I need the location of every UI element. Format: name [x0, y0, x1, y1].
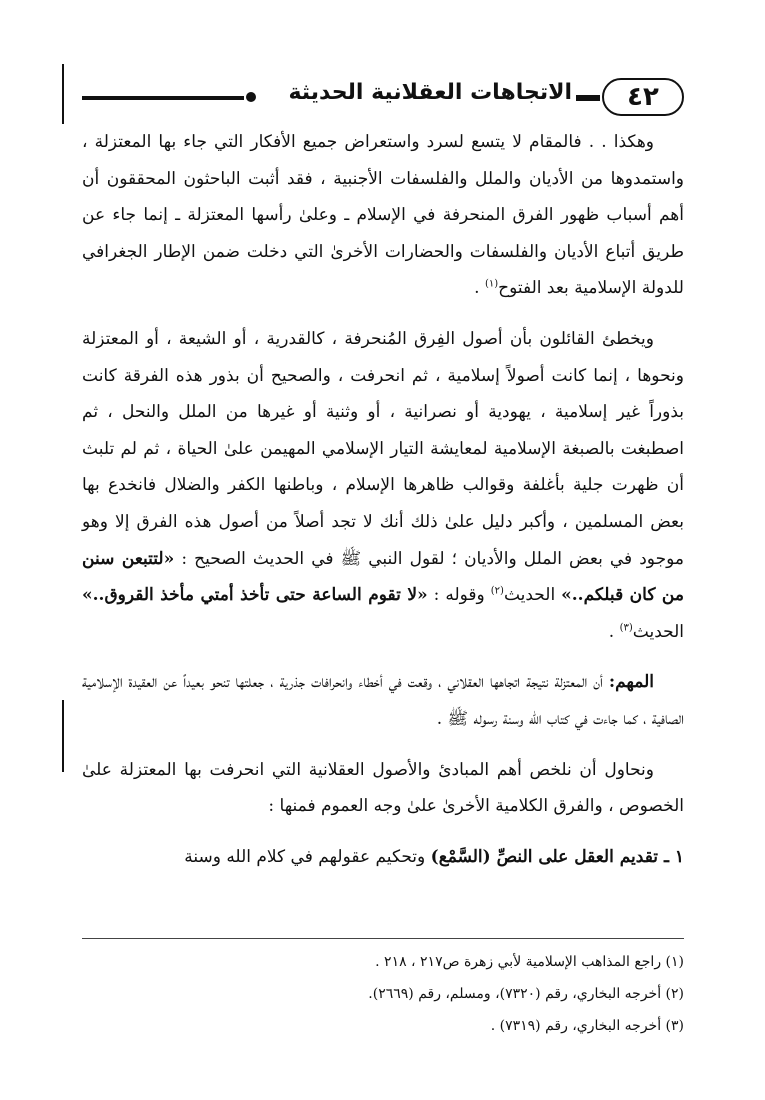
paragraph-3-lead: المهم: — [608, 672, 654, 693]
section-heading-1-title: ١ ـ تقديم العقل على النصِّ (السَّمْع) — [430, 846, 684, 867]
footnote-ref-2: (٢) — [490, 585, 504, 597]
paragraph-2-end: . — [608, 621, 620, 642]
footnote-ref-1: (١) — [484, 278, 499, 290]
paragraph-1 — [82, 124, 684, 307]
paragraph-2 — [82, 321, 684, 650]
footnote-1: (١) راجع المذاهب الإسلامية لأبي زهرة ص٢١٧ ، ٢١٨ . — [375, 954, 684, 970]
paragraph-2-mid-2: وقوله : — [427, 585, 491, 606]
paragraph-1-text: وهكذا . . فالمقام لا يتسع لسرد واستعراض جميع الأفكار التي جاء بها المعتزلة ، واستمدوها من الأديان والملل والفلسفات الأجنبية ، فقد أثبت الباحثون المحققون أن أهم أسباب ظهور الفرق المنحرفة في الإسلام ـ وعلىٰ رأسها المعتزلة ـ إنما جاء عن طريق أتباع الأديان والفلسفات والحضارات الأخرىٰ التي دخلت ضمن الإطار الجغرافي للدولة الإسلامية بعد الفتوح — [82, 132, 684, 299]
margin-rule-top — [62, 64, 64, 124]
paragraph-3-text: أن المعتزلة نتيجة اتجاهها العقلاني ، وقعت في أخطاء وانحرافات جذرية ، جعلتها تنحو بعيداً عن العقيدة الإسلامية الصافية ، كما جاءت في كتاب الله وسنة رسوله ﷺ . — [82, 672, 684, 729]
paragraph-2-mid-3: الحديث — [632, 621, 684, 642]
hadith-quote-1: «لتتبعن سنن من كان قبلكم..» — [82, 548, 684, 606]
section-heading-1 — [82, 839, 684, 876]
paragraph-2-text: ويخطئ القائلون بأن أصول الفِرق المُنحرفة ، كالقدرية ، أو الشيعة ، أو المعتزلة ونحوها ، إنما كانت أصولاً إسلامية ، ثم انحرفت ، والصحيح أن بذور هذه الفرقة كانت بذوراً غير إسلامية ، يهودية أو نصرانية ، أو وثنية أو غيرها من الملل والنحل ، ثم اصطبغت بالصبغة الإسلامية لمعايشة التيار الإسلامي المهيمن علىٰ الحياة ، ثم لم تلبث أن ظهرت جلية بأغلفة وقوالب ظاهرها الإسلام ، وباطنها الكفر والضلال فانخدع بها بعض المسلمين ، وأكبر دليل علىٰ ذلك أنك لا تجد أصلاً من أصول هذه الفرق إلا وهو موجود في بعض الملل والأديان ؛ لقول النبي ﷺ في الحديث الصحيح : — [82, 328, 684, 569]
page-header — [82, 72, 684, 122]
paragraph-1-end: . — [474, 278, 485, 299]
paragraph-3 — [82, 664, 684, 737]
page-number: ٤٢ — [602, 78, 684, 116]
header-ornament-bar — [576, 95, 600, 101]
footnotes — [82, 946, 684, 1042]
body-text — [82, 124, 684, 875]
footnote-3: (٣) أخرجه البخاري، رقم (٧٣١٩) . — [490, 1018, 684, 1034]
header-bullet-icon — [246, 92, 256, 102]
margin-rule-middle — [62, 700, 64, 772]
footnote-2: (٢) أخرجه البخاري، رقم (٧٣٢٠)، ومسلم، رقم (٢٦٦٩). — [368, 986, 684, 1002]
section-heading-1-rest: وتحكيم عقولهم في كلام الله وسنة — [184, 846, 431, 867]
hadith-quote-2: «لا تقوم الساعة حتى تأخذ أمتي مأخذ القروق..» — [82, 585, 428, 606]
footnote-ref-3: (٣) — [619, 622, 633, 634]
running-title: الاتجاهات العقلانية الحديثة — [288, 80, 572, 105]
header-rule — [82, 96, 244, 100]
paragraph-4 — [82, 752, 684, 825]
paragraph-4-text: ونحاول أن نلخص أهم المبادئ والأصول العقلانية التي انحرفت بها المعتزلة علىٰ الخصوص ، والفرق الكلامية الأخرىٰ علىٰ وجه العموم فمنها : — [82, 759, 684, 817]
paragraph-2-mid-1: الحديث — [503, 585, 562, 606]
footnote-divider — [82, 938, 684, 939]
